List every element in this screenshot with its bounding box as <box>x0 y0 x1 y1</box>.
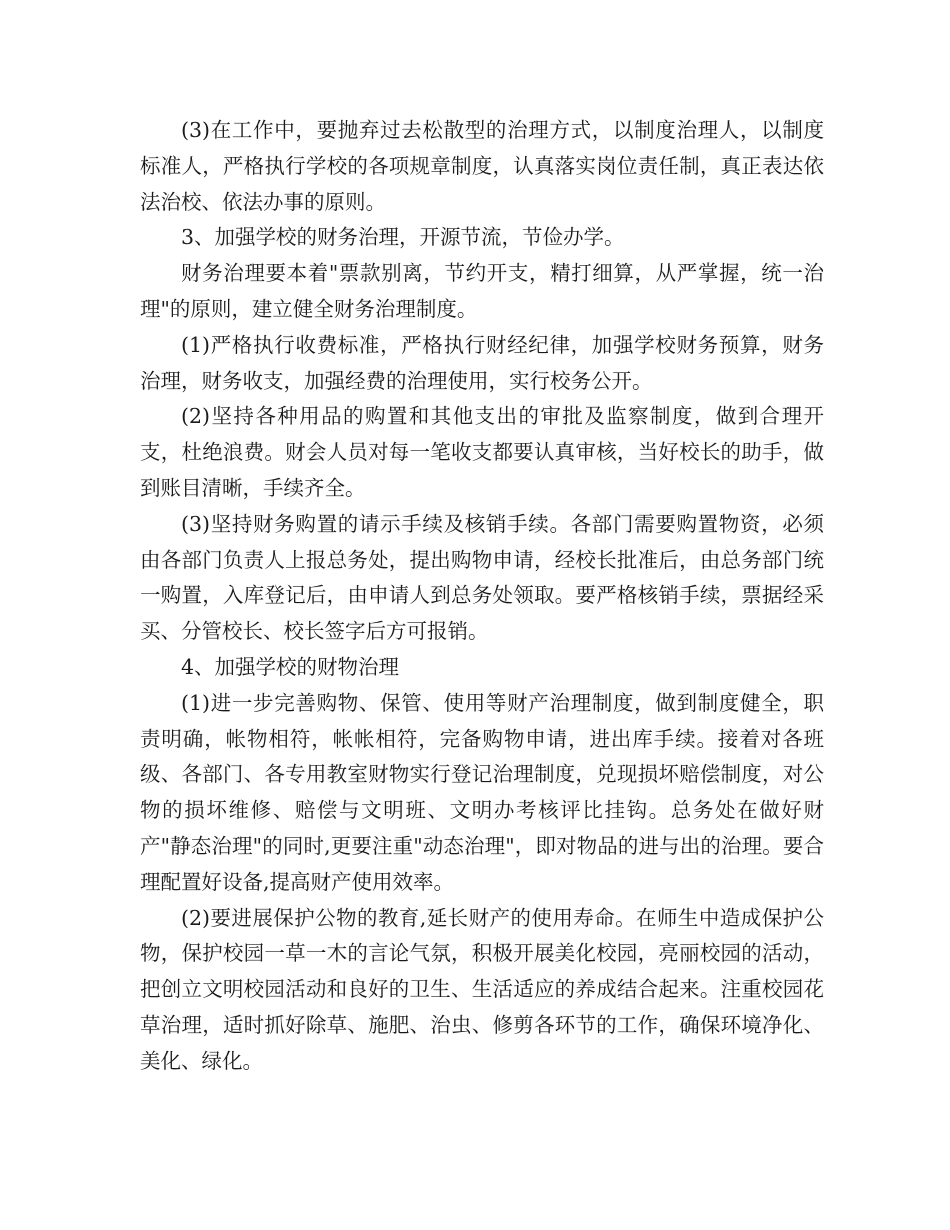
paragraph-protect-public-property: (2)要进展保护公物的教育,延长财产的使用寿命。在师生中造成保护公物，保护校园一草一木的言论气氛，积极开展美化校园，亮丽校园的活动，把创立文明校园活动和良好的卫生、生活适应的养成结合起来。注重校园花草治理，适时抓好除草、施肥、治虫、修剪各环节的工作，确保环境净化、美化、绿化。 <box>140 905 824 1073</box>
paragraph-approval-supervision: (2)坚持各种用品的购置和其他支出的审批及监察制度，做到合理开支，杜绝浪费。财会人员对每一笔收支都要认真审核，当好校长的助手，做到账目清晰，手续齐全。 <box>140 404 824 500</box>
paragraph-property-system: (1)进一步完善购物、保管、使用等财产治理制度，做到制度健全，职责明确，帐物相符，帐帐相符，完备购物申请，进出库手续。接着对各班级、各部门、各专用教室财物实行登记治理制度，兑现损坏赔偿制度，对公物的损坏维修、赔偿与文明班、文明办考核评比挂钩。总务处在做好财产"静态治理"的同时,更要注重"动态治理"，即对物品的进与出的治理。要合理配置好设备,提高财产使用效率。 <box>140 690 824 894</box>
paragraph-purchase-procedure: (3)坚持财务购置的请示手续及核销手续。各部门需要购置物资，必须由各部门负责人上报总务处，提出购物申请，经校长批准后，由总务部门统一购置，入库登记后，由申请人到总务处领取。要严格核销手续，票据经采买、分管校长、校长签字后方可报销。 <box>140 511 824 644</box>
paragraph-fee-standards: (1)严格执行收费标准，严格执行财经纪律，加强学校财务预算，财务治理，财务收支，加强经费的治理使用，实行校务公开。 <box>140 332 824 393</box>
document-body <box>140 113 824 1080</box>
paragraph-financial-principle: 财务治理要本着"票款别离，节约开支，精打细算，从严掌握，统一治理"的原则，建立健全财务治理制度。 <box>140 261 824 321</box>
heading-property-management: 4、加强学校的财物治理 <box>181 654 400 679</box>
paragraph-management-system: (3)在工作中，要抛弃过去松散型的治理方式，以制度治理人，以制度标准人，严格执行学校的各项规章制度，认真落实岗位责任制，真正表达依法治校、依法办事的原则。 <box>140 118 824 214</box>
heading-financial-management: 3、加强学校的财务治理，开源节流，节俭办学。 <box>181 225 625 250</box>
